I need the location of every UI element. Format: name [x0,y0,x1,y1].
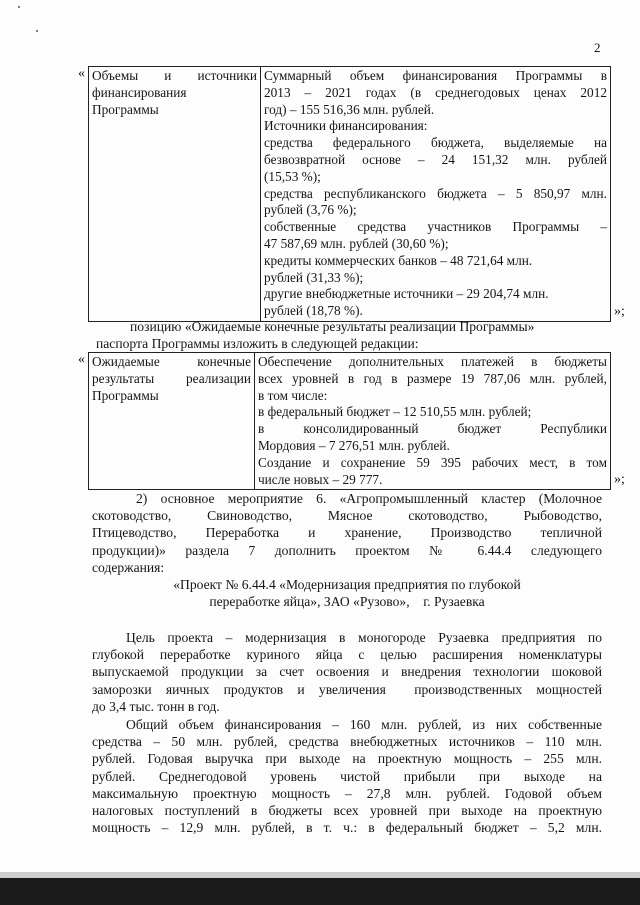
position-instruction [96,318,616,352]
text-line: выпускаемой продукции за счет освоения и внедрения технологии шоковой [92,664,602,680]
financing-label-cell [89,67,261,322]
text-line: Общий объем финансирования – 160 млн. рублей, из них собственные [126,717,602,732]
label-line: Программы [92,387,159,403]
value-line: Источники финансирования: [264,118,428,134]
text-line: средства – 50 млн. рублей, средства внебюджетных источников – 110 млн. [92,734,602,750]
text-line: позицию «Ожидаемые конечные результаты реализации Программы» [130,319,535,334]
page-number: 2 [594,40,601,55]
scan-speck [18,6,20,8]
text-line: содержания: [92,559,165,575]
goal-paragraph [92,629,602,715]
value-line: собственные средства участников Программы – [264,219,607,235]
value-line: Создание и сохранение 59 395 рабочих мест, в том [258,454,607,470]
text-line: налоговых поступлений в бюджеты всех уровней при выходе на проектную [92,803,602,819]
scan-speck [36,30,38,32]
value-line: Обеспечение дополнительных платежей в бюджеты [258,354,607,369]
item-2-paragraph [92,490,602,576]
value-line: рублей (18,78 %). [264,303,363,319]
project-title [92,576,602,610]
label-line: Программы [92,101,159,117]
text-line: максимальную проектную мощность – 27,8 млн. рублей. Годовой объем [92,785,602,801]
value-line: средства федерального бюджета, выделяемые на [264,135,607,151]
label-line: финансирования [92,84,187,100]
text-line: заморозки яичных продуктов и увеличения производственных мощностей [92,681,602,697]
value-line: средства республиканского бюджета – 5 850,97 млн. [264,185,607,201]
value-line: другие внебюджетные источники – 29 204,74 млн. [264,286,549,302]
text-line: Птицеводство, Переработка и хранение, Производство тепличной [92,525,602,541]
value-line: кредиты коммерческих банков – 48 721,64 млн. [264,252,533,268]
text-line: мощность – 12,9 млн. рублей, в т. ч.: в федеральный бюджет – 5,2 млн. [92,820,602,836]
financing-table [88,66,611,322]
value-line: рублей (3,76 %); [264,202,357,218]
title-line: переработке яйца», ЗАО «Рузово», г. Рузаевка [209,594,485,610]
text-line: паспорта Программы изложить в следующей редакции: [96,336,419,352]
value-line: (15,53 %); [264,168,321,184]
text-line: рублей. Годовая выручка при выходе на проектную мощность – 255 млн. [92,751,602,767]
value-line: Суммарный объем финансирования Программы в [264,68,607,83]
label-line: результаты реализации [92,370,251,386]
text-line: Цель проекта – модернизация в моногороде Рузаевка предприятия по [126,630,602,645]
title-line: «Проект № 6.44.4 «Модернизация предприятия по глубокой [173,577,521,592]
text-line: глубокой переработке куриного яйца с целью расширения номенклатуры [92,647,602,663]
results-table [88,352,611,490]
value-line: в консолидированный бюджет Республики [258,421,607,437]
text-line: рублей. Среднегодовой уровень чистой прибыли при выходе на [92,768,602,784]
financing-value-cell [261,67,611,322]
table1-close-quote: »; [614,304,625,319]
text-line: продукции)» раздела 7 дополнить проектом № 6.44.4 следующего [92,542,602,558]
value-line: всех уровней в год в размере 19 787,06 млн. рублей, [258,370,607,386]
text-line: до 3,4 тыс. тонн в год. [92,698,220,714]
label-line: Ожидаемые конечные [92,354,251,369]
value-line: рублей (31,33 %); [264,269,364,285]
results-label-cell [89,353,255,490]
label-line: Объемы и источники [92,68,257,83]
value-line: в федеральный бюджет – 12 510,55 млн. рублей; [258,404,532,420]
value-line: безвозвратной основе – 24 151,32 млн. рублей [264,151,607,167]
value-line: год) – 155 516,36 млн. рублей. [264,101,435,117]
financing-paragraph [92,716,602,836]
scan-edge [0,878,640,905]
text-line: скотоводство, Свиноводство, Мясное скотоводство, Рыбоводство, [92,508,602,524]
results-value-cell [255,353,611,490]
table1-open-quote: « [78,66,85,81]
value-line: числе новых – 29 777. [258,471,383,487]
value-line: 47 587,69 млн. рублей (30,60 %); [264,235,449,251]
value-line: 2013 – 2021 годах (в среднегодовых ценах 2012 [264,84,607,100]
value-line: в том числе: [258,387,328,403]
text-line: 2) основное мероприятие 6. «Агропромышленный кластер (Молочное [136,491,602,506]
table2-open-quote: « [78,352,85,367]
table2-close-quote: »; [614,472,625,487]
value-line: Мордовия – 7 276,51 млн. рублей. [258,437,450,453]
